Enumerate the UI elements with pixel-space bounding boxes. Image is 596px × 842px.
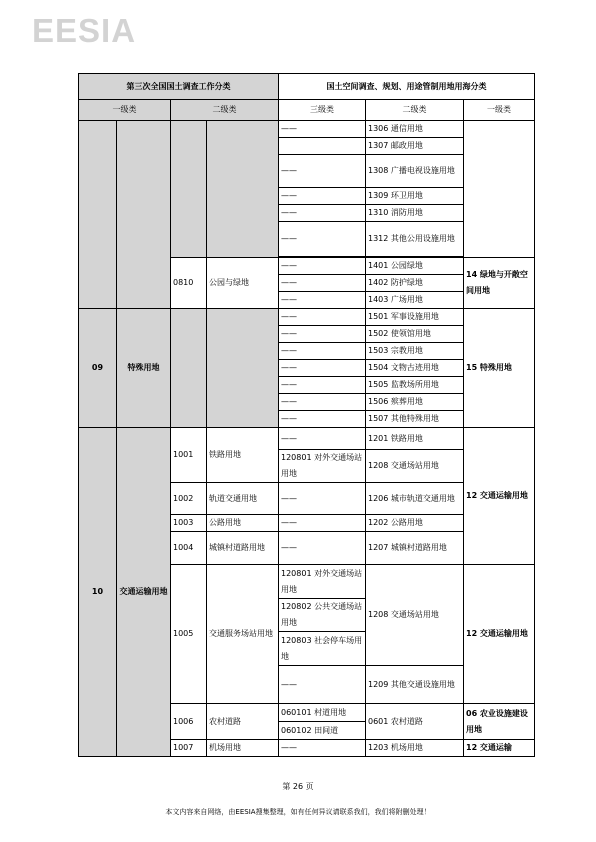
dash-cell: —— xyxy=(279,222,366,257)
code-120803: 120803 社会停车场用地 xyxy=(279,632,366,666)
code-120801: 120801 对外交通场站用地 xyxy=(279,450,366,483)
col-r-level1: 一级类 xyxy=(464,100,535,121)
code-1007: 1007 xyxy=(171,740,207,757)
code-1002: 1002 xyxy=(171,483,207,515)
code-1401: 1401 公园绿地 xyxy=(366,258,464,275)
code-1310: 1310 消防用地 xyxy=(366,205,464,222)
dash-cell: —— xyxy=(279,121,366,138)
code-1005: 1005 xyxy=(171,565,207,704)
code-1202: 1202 公路用地 xyxy=(366,515,464,532)
cell-empty xyxy=(464,121,535,258)
left-title: 第三次全国国土调查工作分类 xyxy=(79,74,279,100)
col-level2: 二级类 xyxy=(171,100,279,121)
code-1503: 1503 宗教用地 xyxy=(366,343,464,360)
code-1306: 1306 通信用地 xyxy=(366,121,464,138)
level1-15: 15 特殊用地 xyxy=(464,309,535,428)
dash-cell: —— xyxy=(279,292,366,309)
level1-06: 06 农业设施建设用地 xyxy=(464,704,535,740)
name-10: 交通运输用地 xyxy=(117,428,171,757)
code-1501: 1501 军事设施用地 xyxy=(366,309,464,326)
dash-cell: —— xyxy=(279,532,366,565)
code-1504: 1504 文物古迹用地 xyxy=(366,360,464,377)
code-09: 09 xyxy=(79,309,117,428)
cell-empty xyxy=(279,138,366,155)
name-1006: 农村道路 xyxy=(207,704,279,740)
code-120802: 120802 公共交通场站用地 xyxy=(279,599,366,632)
code-1004: 1004 xyxy=(171,532,207,565)
dash-cell: —— xyxy=(279,483,366,515)
col-level3: 三级类 xyxy=(279,100,366,121)
name-1001: 铁路用地 xyxy=(207,428,279,483)
logo: EESIA xyxy=(32,12,137,49)
dash-cell: —— xyxy=(279,309,366,326)
code-1001: 1001 xyxy=(171,428,207,483)
level1-14: 14 绿地与开敞空间用地 xyxy=(464,258,535,309)
cell-empty xyxy=(171,309,207,428)
code-0810: 0810 xyxy=(171,258,207,309)
code-1505: 1505 监教场所用地 xyxy=(366,377,464,394)
code-1309: 1309 环卫用地 xyxy=(366,188,464,205)
code-1006: 1006 xyxy=(171,704,207,740)
dash-cell: —— xyxy=(279,515,366,532)
code-060101: 060101 村道用地 xyxy=(279,704,366,722)
dash-cell: —— xyxy=(279,740,366,757)
col-r-level2: 二级类 xyxy=(366,100,464,121)
name-1003: 公路用地 xyxy=(207,515,279,532)
code-1506: 1506 殡葬用地 xyxy=(366,394,464,411)
page-number: 第 26 页 xyxy=(282,782,314,791)
code-120801b: 120801 对外交通场站用地 xyxy=(279,565,366,599)
dash-cell: —— xyxy=(279,188,366,205)
code-1207: 1207 城镇村道路用地 xyxy=(366,532,464,565)
code-1403: 1403 广场用地 xyxy=(366,292,464,309)
name-1002: 轨道交通用地 xyxy=(207,483,279,515)
code-1203: 1203 机场用地 xyxy=(366,740,464,757)
code-1201: 1201 铁路用地 xyxy=(366,428,464,450)
name-1007: 机场用地 xyxy=(207,740,279,757)
dash-cell: —— xyxy=(279,155,366,188)
code-1402: 1402 防护绿地 xyxy=(366,275,464,292)
dash-cell: —— xyxy=(279,666,366,704)
right-title: 国土空间调查、规划、用途管制用地用海分类 xyxy=(279,74,535,100)
col-level1: 一级类 xyxy=(79,100,171,121)
dash-cell: —— xyxy=(279,394,366,411)
dash-cell: —— xyxy=(279,205,366,222)
cell-empty xyxy=(207,309,279,428)
footer-note: 本文内容来自网络，由EESIA搜集整理，如有任何异议请联系我们，我们将附删处理！ xyxy=(165,808,431,816)
dash-cell: —— xyxy=(279,428,366,450)
dash-cell: —— xyxy=(279,411,366,428)
code-1307: 1307 邮政用地 xyxy=(366,138,464,155)
name-1005: 交通服务场站用地 xyxy=(207,565,279,704)
name-1004: 城镇村道路用地 xyxy=(207,532,279,565)
code-1209: 1209 其他交通设施用地 xyxy=(366,666,464,704)
name-0810: 公园与绿地 xyxy=(207,258,279,309)
name-09: 特殊用地 xyxy=(117,309,171,428)
code-1502: 1502 使领馆用地 xyxy=(366,326,464,343)
level1-12-b: 12 交通运输用地 xyxy=(464,565,535,704)
code-1208b: 1208 交通场站用地 xyxy=(366,565,464,666)
dash-cell: —— xyxy=(279,343,366,360)
code-1308: 1308 广播电视设施用地 xyxy=(366,155,464,188)
code-1206: 1206 城市轨道交通用地 xyxy=(366,483,464,515)
dash-cell: —— xyxy=(279,360,366,377)
dash-cell: —— xyxy=(279,377,366,394)
code-1003: 1003 xyxy=(171,515,207,532)
classification-table xyxy=(78,73,535,757)
code-1208: 1208 交通场站用地 xyxy=(366,450,464,483)
dash-cell: —— xyxy=(279,326,366,343)
code-0601: 0601 农村道路 xyxy=(366,704,464,740)
code-1507: 1507 其他特殊用地 xyxy=(366,411,464,428)
dash-cell: —— xyxy=(279,275,366,292)
code-060102: 060102 田间道 xyxy=(279,722,366,740)
code-10: 10 xyxy=(79,428,117,757)
level1-12-d: 12 交通运输 xyxy=(464,740,535,757)
level1-12-a: 12 交通运输用地 xyxy=(464,428,535,565)
code-1312: 1312 其他公用设施用地 xyxy=(366,222,464,257)
cell-empty xyxy=(79,121,117,309)
cell-empty xyxy=(171,121,207,258)
cell-empty xyxy=(117,121,171,309)
dash-cell: —— xyxy=(279,258,366,275)
cell-empty xyxy=(207,121,279,258)
